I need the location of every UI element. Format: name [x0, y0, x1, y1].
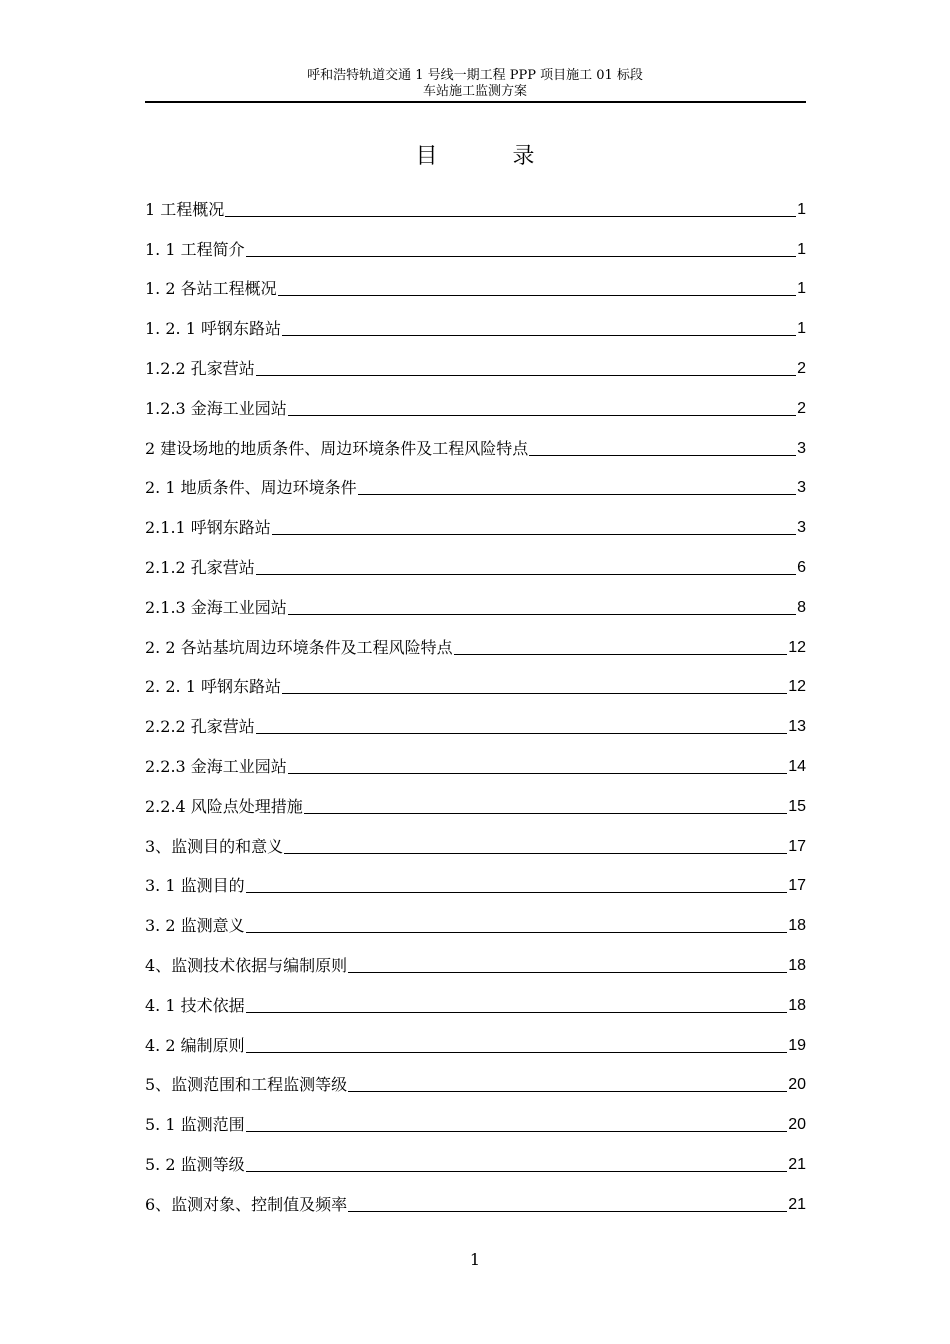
toc-entry-label: 3. 1 监测目的 [145, 876, 245, 896]
toc-entry[interactable] [145, 778, 806, 818]
toc-entry[interactable] [145, 539, 806, 579]
toc-entry-page: 20 [788, 1076, 806, 1094]
toc-entry-page: 6 [797, 558, 806, 576]
toc-entry[interactable] [145, 380, 806, 420]
toc-entry-page: 21 [788, 1195, 806, 1213]
toc-entry[interactable] [145, 738, 806, 778]
toc-entry-label: 2.2.4 风险点处理措施 [145, 796, 303, 816]
toc-entry[interactable] [145, 977, 806, 1017]
toc-entry-label: 5、监测范围和工程监测等级 [145, 1075, 348, 1095]
toc-entry-page: 2 [797, 359, 806, 377]
toc-leader-line [282, 693, 787, 694]
toc-entry-page: 15 [788, 797, 806, 815]
toc-entry-label: 2.2.3 金海工业园站 [145, 756, 287, 776]
toc-leader-line [454, 654, 788, 655]
toc-entry-page: 8 [797, 598, 806, 616]
toc-entry[interactable] [145, 1136, 806, 1176]
toc-entry-page: 18 [788, 996, 806, 1014]
toc-leader-line [246, 1012, 788, 1013]
toc-entry-page: 17 [788, 837, 806, 855]
toc-entry[interactable] [145, 897, 806, 937]
toc-entry-page: 1 [797, 320, 806, 338]
toc-entry[interactable] [145, 1017, 806, 1057]
toc-entry[interactable] [145, 818, 806, 858]
toc-leader-line [348, 972, 787, 973]
toc-entry-page: 12 [788, 678, 806, 696]
toc-entry-page: 2 [797, 399, 806, 417]
toc-entry[interactable] [145, 619, 806, 659]
toc-leader-line [358, 494, 796, 495]
toc-entry-label: 1.2.3 金海工业园站 [145, 398, 287, 418]
toc-entry-page: 14 [788, 757, 806, 775]
toc-leader-line [529, 455, 796, 456]
toc-entry-page: 1 [797, 280, 806, 298]
toc-entry[interactable] [145, 1176, 806, 1216]
toc-leader-line [304, 813, 787, 814]
header-document-title: 车站施工监测方案 [422, 84, 527, 99]
toc-entry[interactable] [145, 420, 806, 460]
toc-leader-line [288, 773, 787, 774]
toc-entry-label: 2. 2. 1 呼钢东路站 [145, 677, 281, 697]
toc-entry-page: 3 [797, 519, 806, 537]
toc-entry-label: 6、监测对象、控制值及频率 [145, 1194, 348, 1214]
toc-leader-line [246, 932, 788, 933]
toc-leader-line [256, 733, 787, 734]
toc-entry-label: 3. 2 监测意义 [145, 916, 245, 936]
toc-entry[interactable] [145, 340, 806, 380]
toc-entry-label: 3、监测目的和意义 [145, 836, 284, 856]
toc-leader-line [246, 1131, 788, 1132]
toc-entry-page: 18 [788, 917, 806, 935]
toc-entry[interactable] [145, 1057, 806, 1097]
toc-entry-label: 2 建设场地的地质条件、周边环境条件及工程风险特点 [145, 438, 529, 458]
toc-entry-page: 19 [788, 1036, 806, 1054]
toc-entry[interactable] [145, 1096, 806, 1136]
toc-entry-page: 13 [788, 718, 806, 736]
header-project-title: 呼和浩特轨道交通 1 号线一期工程 PPP 项目施工 01 标段 [307, 68, 643, 83]
toc-leader-line [284, 853, 787, 854]
toc-entry[interactable] [145, 300, 806, 340]
toc-entry-page: 3 [797, 479, 806, 497]
toc-entry-label: 1. 2 各站工程概况 [145, 279, 277, 299]
toc-entry-label: 4. 2 编制原则 [145, 1035, 245, 1055]
header-divider [145, 101, 806, 103]
toc-entry-label: 4. 1 技术依据 [145, 995, 245, 1015]
toc-entry-page: 1 [797, 200, 806, 218]
table-of-contents [145, 181, 806, 1216]
toc-entry-page: 1 [797, 240, 806, 258]
toc-leader-line [348, 1091, 787, 1092]
toc-entry-page: 18 [788, 956, 806, 974]
toc-entry-label: 2.1.2 孔家营站 [145, 557, 255, 577]
toc-entry-label: 2.1.1 呼钢东路站 [145, 518, 271, 538]
toc-leader-line [225, 216, 796, 217]
toc-entry[interactable] [145, 659, 806, 699]
toc-leader-line [246, 1052, 788, 1053]
toc-leader-line [278, 295, 796, 296]
toc-leader-line [288, 614, 796, 615]
toc-entry[interactable] [145, 937, 806, 977]
toc-entry-label: 1 工程概况 [145, 199, 225, 219]
toc-leader-line [256, 375, 796, 376]
toc-leader-line [256, 574, 796, 575]
toc-entry-label: 2. 2 各站基坑周边环境条件及工程风险特点 [145, 637, 453, 657]
toc-entry[interactable] [145, 858, 806, 898]
page-number: 1 [469, 1250, 481, 1269]
toc-entry-page: 17 [788, 877, 806, 895]
toc-entry[interactable] [145, 181, 806, 221]
toc-entry-label: 1. 1 工程简介 [145, 239, 245, 259]
toc-entry-label: 1. 2. 1 呼钢东路站 [145, 319, 281, 339]
toc-leader-line [272, 534, 796, 535]
toc-entry-label: 2.1.3 金海工业园站 [145, 597, 287, 617]
toc-entry-label: 1.2.2 孔家营站 [145, 358, 255, 378]
toc-entry-label: 5. 2 监测等级 [145, 1154, 245, 1174]
toc-leader-line [348, 1211, 787, 1212]
toc-leader-line [282, 335, 796, 336]
toc-entry[interactable] [145, 698, 806, 738]
toc-entry-page: 20 [788, 1116, 806, 1134]
toc-entry-page: 21 [788, 1155, 806, 1173]
toc-entry-page: 3 [797, 439, 806, 457]
toc-entry-label: 2.2.2 孔家营站 [145, 717, 255, 737]
toc-entry[interactable] [145, 579, 806, 619]
toc-entry[interactable] [145, 221, 806, 261]
toc-entry[interactable] [145, 460, 806, 500]
toc-entry-label: 5. 1 监测范围 [145, 1115, 245, 1135]
toc-entry-page: 12 [788, 638, 806, 656]
toc-leader-line [288, 415, 796, 416]
toc-leader-line [246, 892, 788, 893]
page-header [145, 68, 805, 100]
toc-entry[interactable] [145, 499, 806, 539]
toc-entry[interactable] [145, 261, 806, 301]
toc-title: 目 录 [415, 144, 569, 169]
toc-leader-line [246, 256, 796, 257]
toc-entry-label: 4、监测技术依据与编制原则 [145, 955, 348, 975]
toc-entry-label: 2. 1 地质条件、周边环境条件 [145, 478, 357, 498]
toc-leader-line [246, 1171, 788, 1172]
